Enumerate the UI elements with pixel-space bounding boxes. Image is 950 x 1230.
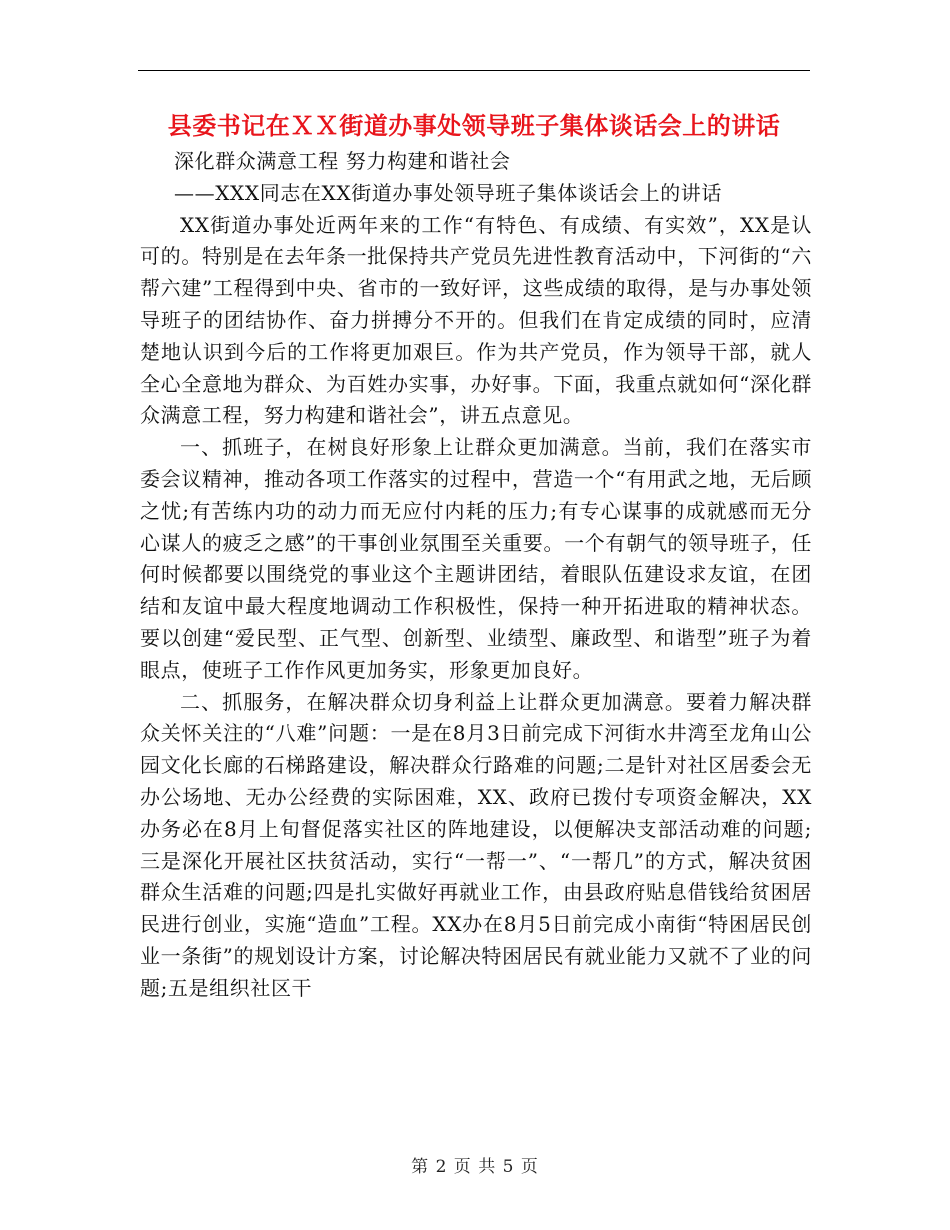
document-byline: ——XXX同志在XX街道办事处领导班子集体谈话会上的讲话 [174,180,722,205]
page-footer: 第 2 页 共 5 页 [411,1157,539,1177]
document-subtitle: 深化群众满意工程 努力构建和谐社会 [174,149,511,173]
document-title: 县委书记在ＸＸ街道办事处领导班子集体谈话会上的讲话 [167,111,781,140]
document-body [140,146,812,1005]
paragraph-section-1: 一、抓班子，在树良好形象上让群众更加满意。当前，我们在落实市委会议精神，推动各项工作落实的过程中，营造一个“有用武之地，无后顾之忧;有苦练内功的动力而无应付内耗的压力;有专心谋事的成就感而无分心谋人的疲乏之感”的干事创业氛围至关重要。一个有朝气的领导班子，任何时候都要以围绕党的事业这个主题讲团结，着眼队伍建设求友谊，在团结和友谊中最大程度地调动工作积极性，保持一种开拓进取的精神状态。要以创建“爱民型、正气型、创新型、业绩型、廉政型、和谐型”班子为着眼点，使班子工作作风更加务实，形象更加良好。 [140,435,812,682]
paragraph-intro: XX街道办事处近两年来的工作“有特色、有成绩、有实效”，XX是认可的。特别是在去年条一批保持共产党员先进性教育活动中，下河街的“六帮六建”工程得到中央、省市的一致好评，这些成绩的取得，是与办事处领导班子的团结协作、奋力拼搏分不开的。但我们在肯定成绩的同时，应清楚地认识到今后的工作将更加艰巨。作为共产党员，作为领导干部，就人全心全意地为群众、为百姓办实事，办好事。下面，我重点就如何“深化群众满意工程，努力构建和谐社会”，讲五点意见。 [140,212,812,428]
header-rule [138,70,810,71]
paragraph-section-2: 二、抓服务，在解决群众切身利益上让群众更加满意。要着力解决群众关怀关注的“八难”问题：一是在8月3日前完成下河街水井湾至龙角山公园文化长廊的石梯路建设，解决群众行路难的问题;二是针对社区居委会无办公场地、无办公经费的实际困难，XX、政府已拨付专项资金解决，XX办务必在8月上旬督促落实社区的阵地建设，以便解决支部活动难的问题;三是深化开展社区扶贫活动，实行“一帮一”、“一帮几”的方式，解决贫困群众生活难的问题;四是扎实做好再就业工作，由县政府贴息借钱给贫困居民进行创业，实施“造血”工程。XX办在8月5日前完成小南街“特困居民创业一条街”的规划设计方案，讨论解决特困居民有就业能力又就不了业的问题;五是组织社区干 [140,689,812,1000]
